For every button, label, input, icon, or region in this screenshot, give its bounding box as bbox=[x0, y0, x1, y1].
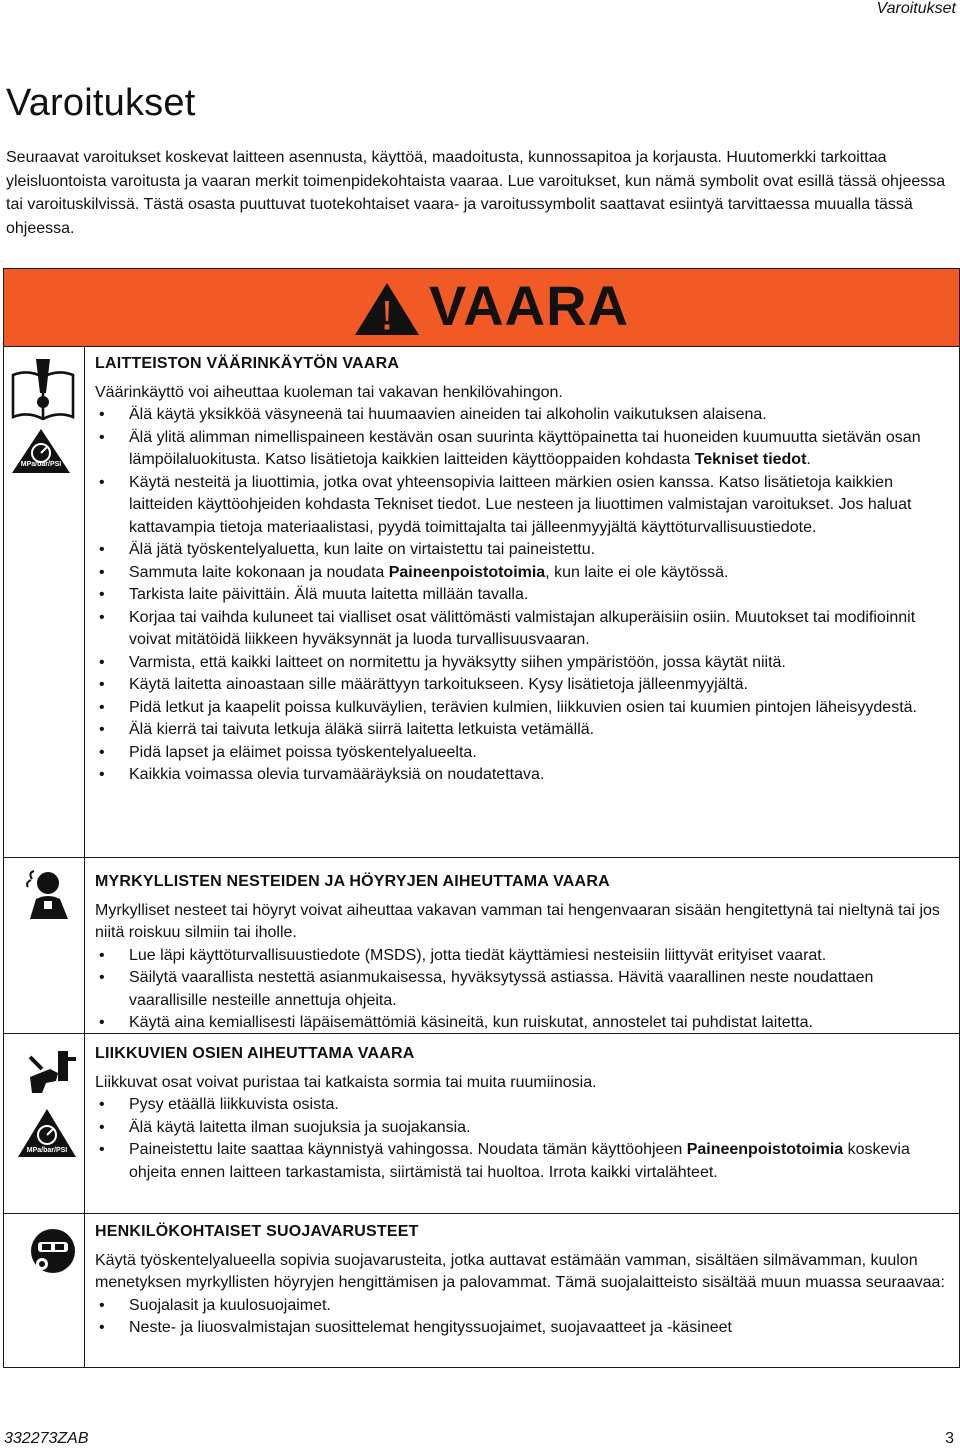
section-heading: LIIKKUVIEN OSIEN AIHEUTTAMA VAARA bbox=[95, 1045, 415, 1062]
list-item: • Sammuta laite kokonaan ja noudata Paineenpoistotoimia, kun laite ei ole käytössä. bbox=[95, 562, 955, 585]
danger-banner-word: VAARA bbox=[429, 274, 629, 337]
list-item: • Kaikkia voimassa olevia turvamääräyksiä on noudatettava. bbox=[95, 764, 955, 787]
section-intro: Liikkuvat osat voivat puristaa tai katkaista sormia tai muita ruumiinosia. bbox=[95, 1073, 597, 1091]
section-misuse bbox=[95, 353, 955, 787]
page-title: Varoitukset bbox=[6, 82, 196, 124]
list-item: • Tarkista laite päivittäin. Älä muuta laitetta millään tavalla. bbox=[95, 584, 955, 607]
list-item: • Käytä aina kemiallisesti läpäisemättömiä käsineitä, kun ruiskutat, annostelet tai puhdistat laitetta. bbox=[95, 1012, 955, 1035]
intro-paragraph: Seuraavat varoitukset koskevat laitteen asennusta, käyttöä, maadoitusta, kunnossapitoa ja korjausta. Huutomerkki tarkoittaa yleisluontoista varoitusta ja vaaran merkit toimenpidekohtaista vaaraa. Lue varoitukset, kun nämä symbolit ovat esillä tässä ohjeessa tai varoituskilvissä. Tästä osasta puuttuvat tuotekohtaiset vaara- ja varoitussymbolit saattavat esiintyä tarvittaessa muualla tässä ohjeessa. bbox=[6, 149, 946, 237]
list-item: • Korjaa tai vaihda kuluneet tai vialliset osat välittömästi valmistajan alkuperäisiin osiin. Muutokset tai modifioinnit voivat mitätöidä liikkeen hyväksynnät ja luoda turvallisuusvaaran. bbox=[95, 607, 955, 652]
bullet-list bbox=[95, 404, 955, 787]
list-item: • Pidä letkut ja kaapelit poissa kulkuväylien, terävien kulmien, liikkuvien osien tai kuumien pintojen läheisyydestä. bbox=[95, 697, 955, 720]
running-head: Varoitukset bbox=[876, 0, 956, 17]
read-manual-warning-icon bbox=[8, 355, 78, 423]
list-item: • Käytä nesteitä ja liuottimia, jotka ovat yhteensopivia laitteen märkien osien kanssa. Katso lisätietoja kaikkien laitteiden käyttöohjeiden kohdasta Tekniset tiedot. Lue nesteen ja liuottimen valmistajan varoitukset. Jos haluat kattavampia tietoja materiaalistasi, pyydä toimittajalta tai jälleenmyyjältä käyttöturvallisuustiedote. bbox=[95, 472, 955, 540]
section-ppe bbox=[95, 1221, 955, 1340]
section-heading: MYRKYLLISTEN NESTEIDEN JA HÖYRYJEN AIHEUTTAMA VAARA bbox=[95, 873, 610, 890]
section-intro: Myrkylliset nesteet tai höyryt voivat aiheuttaa vakavan vamman tai hengenvaaran sisään hengitettynä tai nieltynä tai jos niitä roiskuu silmiin tai iholle. bbox=[95, 901, 940, 941]
pressure-hazard-label-2: MPa/bar/PSI bbox=[26, 1147, 68, 1154]
list-item: • Lue läpi käyttöturvallisuustiedote (MSDS), jotta tiedät käyttämiesi nesteisiin liittyvät erityiset vaarat. bbox=[95, 945, 955, 968]
bullet-list bbox=[95, 945, 955, 1035]
list-item: • Suojalasit ja kuulosuojaimet. bbox=[95, 1295, 955, 1318]
warning-triangle-icon bbox=[351, 277, 423, 339]
section-intro: Väärinkäyttö voi aiheuttaa kuoleman tai vakavan henkilövahingon. bbox=[95, 383, 563, 401]
page-number: 3 bbox=[945, 1430, 954, 1447]
section-moving-parts bbox=[95, 1043, 955, 1184]
list-item: • Älä käytä yksikköä väsyneenä tai huumaavien aineiden tai alkoholin vaikutuksen alaisena. bbox=[95, 404, 955, 427]
section-heading: LAITTEISTON VÄÄRINKÄYTÖN VAARA bbox=[95, 355, 400, 372]
list-item: • Pysy etäällä liikkuvista osista. bbox=[95, 1094, 955, 1117]
list-item: • Älä jätä työskentelyaluetta, kun laite on virtaistettu tai paineistettu. bbox=[95, 539, 955, 562]
list-item: • Paineistettu laite saattaa käynnistyä vahingossa. Noudata tämän käyttöohjeen Paineenpoistotoimia koskevia ohjeita ennen laitteen tarkastamista, siirtämistä tai huoltoa. Irrota kaikki virtalähteet. bbox=[95, 1139, 955, 1184]
section-toxic bbox=[95, 871, 955, 1035]
pressure-hazard-label: MPa/bar/PSI bbox=[20, 461, 62, 468]
warning-table bbox=[3, 268, 960, 1368]
list-item: • Varmista, että kaikki laitteet on normitettu ja hyväksytty siihen ympäristöön, jossa käytät niitä. bbox=[95, 652, 955, 675]
list-item: • Älä käytä laitetta ilman suojuksia ja suojakansia. bbox=[95, 1117, 955, 1140]
list-item: • Älä kierrä tai taivuta letkuja äläkä siirrä laitetta letkuista vetämällä. bbox=[95, 719, 955, 742]
bullet-list bbox=[95, 1094, 955, 1184]
list-item: • Säilytä vaarallista nestettä asianmukaisessa, hyväksytyssä astiassa. Hävitä vaarallinen neste noudattaen vaarallisille nesteille annettuja ohjeita. bbox=[95, 967, 955, 1012]
toxic-fumes-icon bbox=[26, 869, 72, 921]
section-intro: Käytä työskentelyalueella sopivia suojavarusteita, jotka auttavat estämään vamman, sisältäen silmävamman, kuulon menetyksen myrkyllisten höyryjen hengittämisen ja palovammat. Tämä suojalaitteisto sisältää muun muassa seuraavaa: bbox=[95, 1251, 945, 1291]
row-divider bbox=[4, 857, 959, 858]
row-divider bbox=[4, 1213, 959, 1214]
protective-equipment-icon bbox=[28, 1224, 78, 1278]
bullet-list bbox=[95, 1295, 955, 1340]
list-item: • Pidä lapset ja eläimet poissa työskentelyalueelta. bbox=[95, 742, 955, 765]
list-item: • Neste- ja liuosvalmistajan suosittelemat hengityssuojaimet, suojavaatteet ja -käsineet bbox=[95, 1317, 955, 1340]
document-number: 332273ZAB bbox=[4, 1430, 89, 1447]
list-item: • Älä ylitä alimman nimellispaineen kestävän osan suurinta käyttöpainetta tai huoneiden kuumuutta sietävän osan lämpöilaluokitusta. Katso lisätietoja kaikkien laitteiden käyttöoppaiden kohdasta Tekniset tiedot. bbox=[95, 427, 955, 472]
list-item: • Käytä laitetta ainoastaan sille määrättyyn tarkoitukseen. Kysy lisätietoja jälleenmyyjältä. bbox=[95, 674, 955, 697]
danger-banner bbox=[4, 269, 959, 347]
moving-parts-hand-icon bbox=[28, 1047, 78, 1101]
section-heading: HENKILÖKOHTAISET SUOJAVARUSTEET bbox=[95, 1223, 419, 1240]
